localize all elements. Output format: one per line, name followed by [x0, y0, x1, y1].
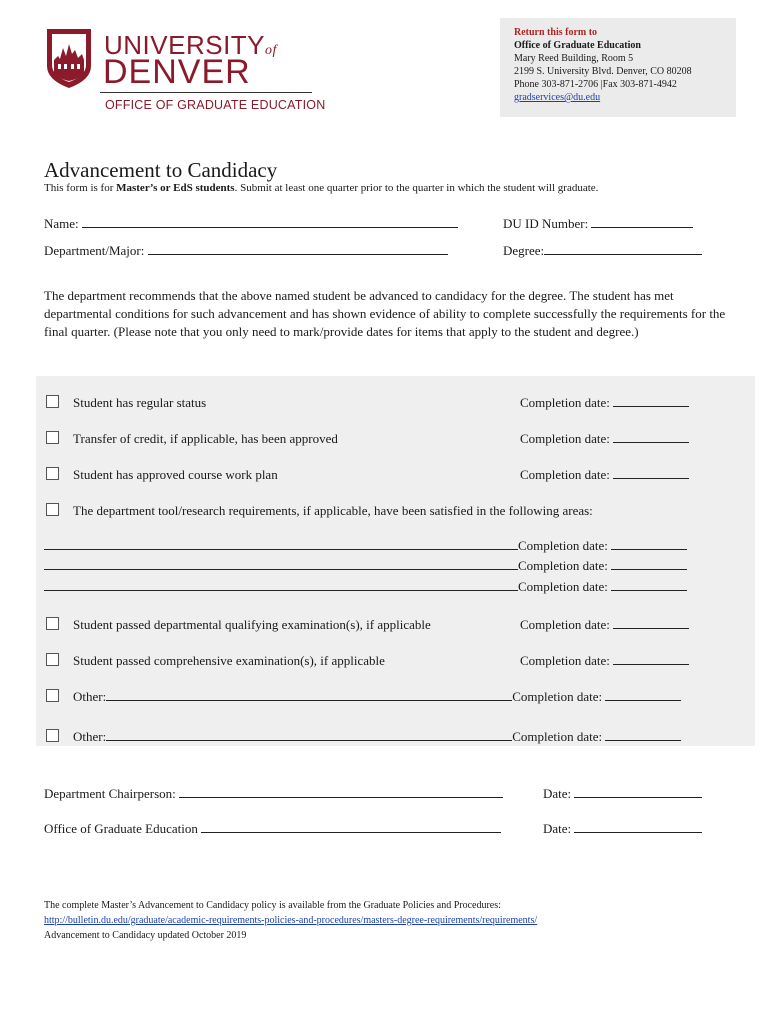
logo-divider — [100, 92, 312, 93]
completion-date-field[interactable]: Completion date: — [520, 653, 689, 669]
research-area-line-1[interactable]: Completion date: — [44, 538, 687, 554]
return-address: 2199 S. University Blvd. Denver, CO 80208 — [514, 66, 692, 77]
office-signature-field[interactable]: Office of Graduate Education — [44, 821, 501, 837]
other-field-2[interactable]: Other: Completion date: — [73, 729, 681, 745]
updated-note: Advancement to Candidacy updated October 2019 — [44, 930, 247, 941]
logo-university-wordmark: UNIVERSITYof — [104, 30, 277, 60]
checkbox-transfer-credit[interactable] — [46, 431, 59, 444]
completion-date-field[interactable]: Completion date: — [520, 467, 689, 483]
recommendation-paragraph: The department recommends that the above named student be advanced to candidacy for the degree. The student has met departmental conditions for such advancement and has shown evidence of ability to complete successfully the requirements for the final quarter. (Please note that you only need to mark/provide dates for items that apply to the student and degree.) — [44, 288, 726, 339]
policy-note: The complete Master’s Advancement to Candidacy policy is available from the Graduate Policies and Procedures: — [44, 900, 501, 911]
item-label: The department tool/research requirements, if applicable, have been satisfied in the following areas: — [73, 503, 593, 518]
checkbox-regular-status[interactable] — [46, 395, 59, 408]
item-label: Student passed departmental qualifying examination(s), if applicable — [73, 617, 431, 632]
return-address-box — [500, 18, 736, 117]
logo-office-name: OFFICE OF GRADUATE EDUCATION — [105, 98, 326, 112]
return-building: Mary Reed Building, Room 5 — [514, 53, 634, 64]
completion-date-field[interactable]: Completion date: — [520, 395, 689, 411]
research-area-line-2[interactable]: Completion date: — [44, 558, 687, 574]
item-label: Student has approved course work plan — [73, 467, 278, 482]
return-title: Return this form to — [514, 27, 598, 38]
research-area-line-3[interactable]: Completion date: — [44, 579, 687, 595]
return-phone-fax: Phone 303-871-2706 |Fax 303-871-4942 — [514, 79, 677, 90]
office-date-field[interactable]: Date: — [543, 821, 702, 837]
other-field-1[interactable]: Other: Completion date: — [73, 689, 681, 705]
chairperson-date-field[interactable]: Date: — [543, 786, 702, 802]
checkbox-other-1[interactable] — [46, 689, 59, 702]
logo-denver-wordmark: DENVER — [103, 53, 251, 91]
item-label: Student passed comprehensive examination(s), if applicable — [73, 653, 385, 668]
completion-date-field[interactable]: Completion date: — [520, 431, 689, 447]
du-id-field[interactable]: DU ID Number: — [503, 216, 693, 232]
chairperson-signature-field[interactable]: Department Chairperson: — [44, 786, 503, 802]
policy-link[interactable]: http://bulletin.du.edu/graduate/academic-requirements-policies-and-procedures/masters-degree-requirements/requirements/ — [44, 915, 538, 926]
university-shield-logo — [44, 26, 94, 90]
checkbox-comprehensive-exam[interactable] — [46, 653, 59, 666]
item-label: Transfer of credit, if applicable, has been approved — [73, 431, 338, 446]
return-email-link[interactable]: gradservices@du.edu — [514, 92, 601, 103]
page-title: Advancement to Candidacy — [44, 158, 278, 182]
form-subtitle: This form is for Master’s or EdS students. Submit at least one quarter prior to the quarter in which the student will graduate. — [44, 182, 599, 194]
item-label: Student has regular status — [73, 395, 207, 410]
checkbox-qualifying-exam[interactable] — [46, 617, 59, 630]
return-office: Office of Graduate Education — [514, 40, 641, 51]
department-major-field[interactable]: Department/Major: — [44, 243, 448, 259]
name-field[interactable]: Name: — [44, 216, 458, 232]
checkbox-tool-research[interactable] — [46, 503, 59, 516]
checkbox-other-2[interactable] — [46, 729, 59, 742]
degree-field[interactable]: Degree: — [503, 243, 702, 259]
completion-date-field[interactable]: Completion date: — [520, 617, 689, 633]
checkbox-course-work-plan[interactable] — [46, 467, 59, 480]
